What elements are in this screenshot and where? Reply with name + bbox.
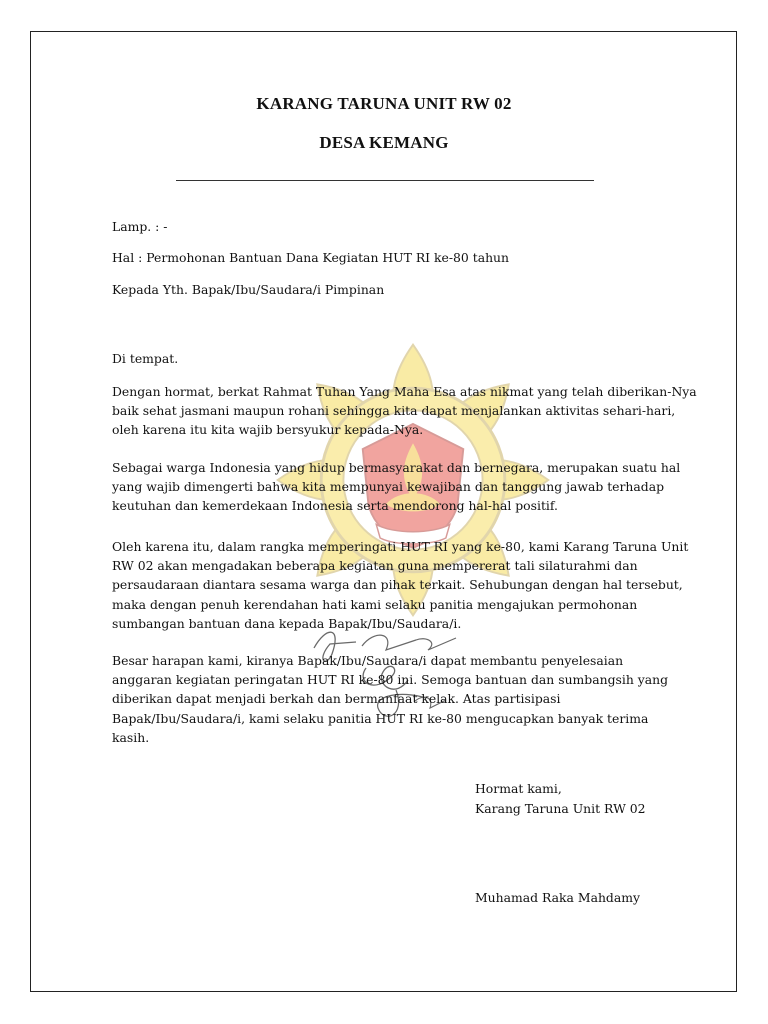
paragraph-line: Besar harapan kami, kiranya Bapak/Ibu/Saudara/i dapat membantu penyelesaian — [112, 653, 624, 668]
paragraph-line: yang wajib dimengerti bahwa kita mempunyai kewajiban dan tanggung jawab terhadap — [112, 479, 665, 495]
letter-org-name: KARANG TARUNA UNIT RW 02 — [256, 94, 512, 113]
paragraph-line: Sebagai warga Indonesia yang hidup bermasyarakat dan bernegara, merupakan suatu hal — [112, 460, 681, 475]
place-line: Di tempat. — [112, 351, 179, 366]
closing-org: Karang Taruna Unit RW 02 — [475, 801, 646, 816]
paragraph-line: Bapak/Ibu/Saudara/i, kami selaku panitia HUT RI ke-80 mengucapkan banyak terima — [112, 710, 649, 726]
paragraph-hope — [112, 651, 672, 747]
paragraph-line: RW 02 akan mengadakan beberapa kegiatan guna mempererat tali silaturahmi dan — [112, 558, 638, 574]
paragraph-line: diberikan dapat menjadi berkah dan bermanfaat kelak. Atas partisipasi — [112, 691, 561, 707]
paragraph-line: anggaran kegiatan peringatan HUT RI ke-80 ini. Semoga bantuan dan sumbangsih yang — [112, 672, 669, 688]
paragraph-line: Dengan hormat, berkat Rahmat Tuhan Yang Maha Esa atas nikmat yang telah diberikan-Nya — [112, 384, 697, 399]
paragraph-line: maka dengan penuh kerendahan hati kami selaku panitia mengajukan permohonan — [112, 596, 638, 612]
paragraph-line: kasih. — [112, 729, 150, 745]
recipient-line: Kepada Yth. Bapak/Ibu/Saudara/i Pimpinan — [112, 282, 385, 297]
paragraph-line: persaudaraan diantara sesama warga dan pihak terkait. Sehubungan dengan hal tersebut, — [112, 577, 683, 593]
closing-greeting: Hormat kami, — [475, 781, 562, 796]
paragraph-line: baik sehat jasmani maupun rohani sehingga kita dapat menjalankan aktivitas sehari-hari, — [112, 403, 676, 419]
lamp-line: Lamp. : - — [112, 219, 168, 234]
paragraph-line: keutuhan dan kemerdekaan Indonesia serta mendorong hal-hal positif. — [112, 498, 558, 514]
letter-village-name: DESA KEMANG — [319, 133, 449, 152]
paragraph-opening — [112, 382, 697, 440]
paragraph-citizenship — [112, 458, 681, 516]
header-divider — [176, 180, 594, 181]
subject-line: Hal : Permohonan Bantuan Dana Kegiatan HUT RI ke-80 tahun — [112, 250, 510, 265]
signer-name: Muhamad Raka Mahdamy — [475, 890, 640, 905]
paragraph-line: Oleh karena itu, dalam rangka memperingati HUT RI yang ke-80, kami Karang Taruna Unit — [112, 539, 689, 554]
paragraph-line: oleh karena itu kita wajib bersyukur kepada-Nya. — [112, 422, 424, 438]
paragraph-request — [112, 537, 689, 633]
paragraph-line: sumbangan bantuan dana kepada Bapak/Ibu/Saudara/i. — [112, 615, 462, 631]
